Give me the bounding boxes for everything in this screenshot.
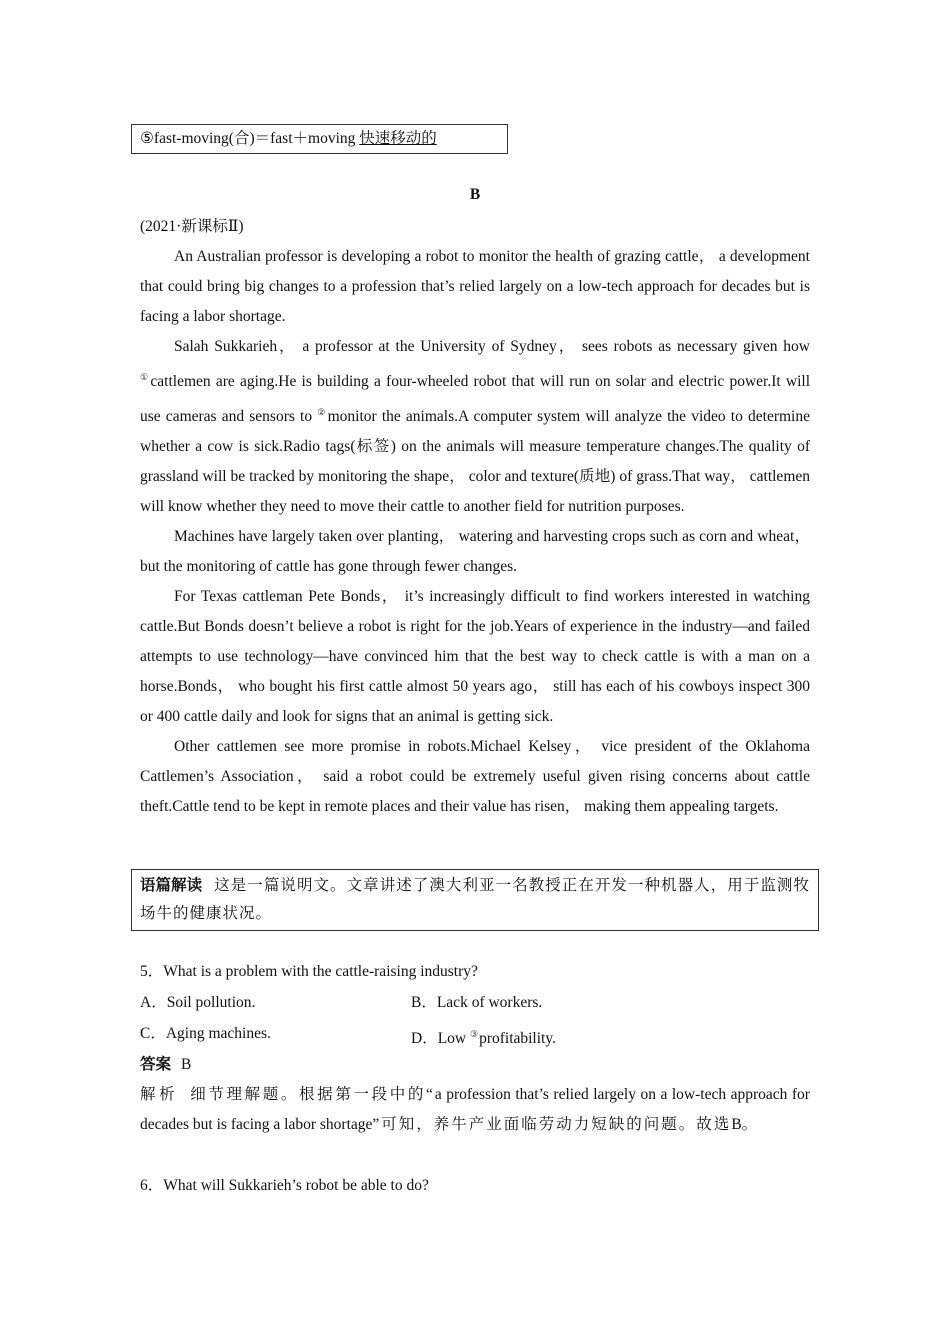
paragraph-5: Other cattlemen see more promise in robots.Michael Kelsey， vice president of the Oklahoma Cattlemen’s Association， said a robot could be extremely useful given rising concerns about cattle theft.Cattle tend to be kept in remote places and their value has risen， making them appealing targets. xyxy=(140,738,810,815)
vocab-word: fast-moving(合)＝fast＋moving xyxy=(153,130,356,147)
q5-option-d xyxy=(411,1020,556,1053)
q5-option-b: B．Lack of workers. xyxy=(411,994,543,1011)
answer-label: 答案 xyxy=(140,1056,172,1073)
vocab-note-box xyxy=(131,124,508,154)
question-5-stem: 5．What is a problem with the cattle-raising industry? xyxy=(140,963,478,980)
annotation-marker-1: ① xyxy=(140,372,150,382)
answer-value: B xyxy=(181,1056,192,1073)
analysis-text-3: 。 xyxy=(741,1116,758,1133)
vocab-meaning: 快速移动的 xyxy=(359,130,437,147)
reading-passage xyxy=(140,242,810,822)
paragraph-2-part-2: cattlemen are aging.He is building a four-wheeled robot that will run on solar and electric power.It will use cameras and sensors to xyxy=(140,373,810,425)
analysis-choice: B xyxy=(731,1116,742,1133)
q5-option-d-text: D．Low xyxy=(411,1030,470,1047)
answer-line xyxy=(140,1051,191,1079)
paragraph-2-part-1: Salah Sukkarieh， a professor at the University of Sydney， sees robots as necessary given how xyxy=(174,338,810,355)
annotation-marker-2: ② xyxy=(317,407,327,417)
analysis-text-1: 细节理解题。根据第一段中的“ xyxy=(190,1086,435,1103)
analysis-label: 解析 xyxy=(140,1086,179,1103)
analysis-quote: a profession that’s relied largely on a low-tech approach for decades but is facing a labor shortage xyxy=(140,1086,810,1133)
annotation-marker-3: ③ xyxy=(469,1029,479,1039)
analysis-block xyxy=(140,1080,810,1140)
vocab-marker: ⑤ xyxy=(140,130,154,147)
reading-summary-box xyxy=(131,869,819,931)
section-heading: B xyxy=(469,186,481,203)
paragraph-3: Machines have largely taken over planting， watering and harvesting crops such as corn and wheat， but the monitoring of cattle has gone through fewer changes. xyxy=(140,528,810,575)
reading-summary-text: 这是一篇说明文。文章讲述了澳大利亚一名教授正在开发一种机器人，用于监测牧场牛的健康状况。 xyxy=(140,877,810,922)
question-6-stem: 6．What will Sukkarieh’s robot be able to do? xyxy=(140,1177,429,1194)
paragraph-2-part-3: monitor the animals.A computer system will analyze the video to determine whether a cow is sick.Radio tags(标签) on the animals will measure temperature changes.The quality of grassland will be tracked by monitoring the shape， color and texture(质地) of grass.That way， cattlemen will know whether they need to move their cattle to another field for nutrition purposes. xyxy=(140,408,810,515)
paragraph-1: An Australian professor is developing a robot to monitor the health of grazing cattle， a development that could bring big changes to a profession that’s relied largely on a low-tech approach for decades but is facing a labor shortage. xyxy=(140,248,810,325)
passage-source: (2021·新课标Ⅱ) xyxy=(140,218,244,235)
q5-option-c: C．Aging machines. xyxy=(140,1025,271,1042)
q5-option-d-text-end: profitability. xyxy=(479,1030,556,1047)
paragraph-2 xyxy=(140,332,810,522)
q5-option-a: A．Soil pollution. xyxy=(140,994,256,1011)
analysis-text-2: ”可知，养牛产业面临劳动力短缺的问题。故选 xyxy=(372,1116,732,1133)
paragraph-4: For Texas cattleman Pete Bonds， it’s increasingly difficult to find workers interested in watching cattle.But Bonds doesn’t believe a robot is right for the job.Years of experience in the industry—and failed attempts to use technology—have convinced him that the best way to check cattle is with a man on a horse.Bonds， who bought his first cattle almost 50 years ago， still has each of his cowboys inspect 300 or 400 cattle daily and look for signs that an animal is getting sick. xyxy=(140,588,810,725)
reading-summary-label: 语篇解读 xyxy=(140,877,203,894)
